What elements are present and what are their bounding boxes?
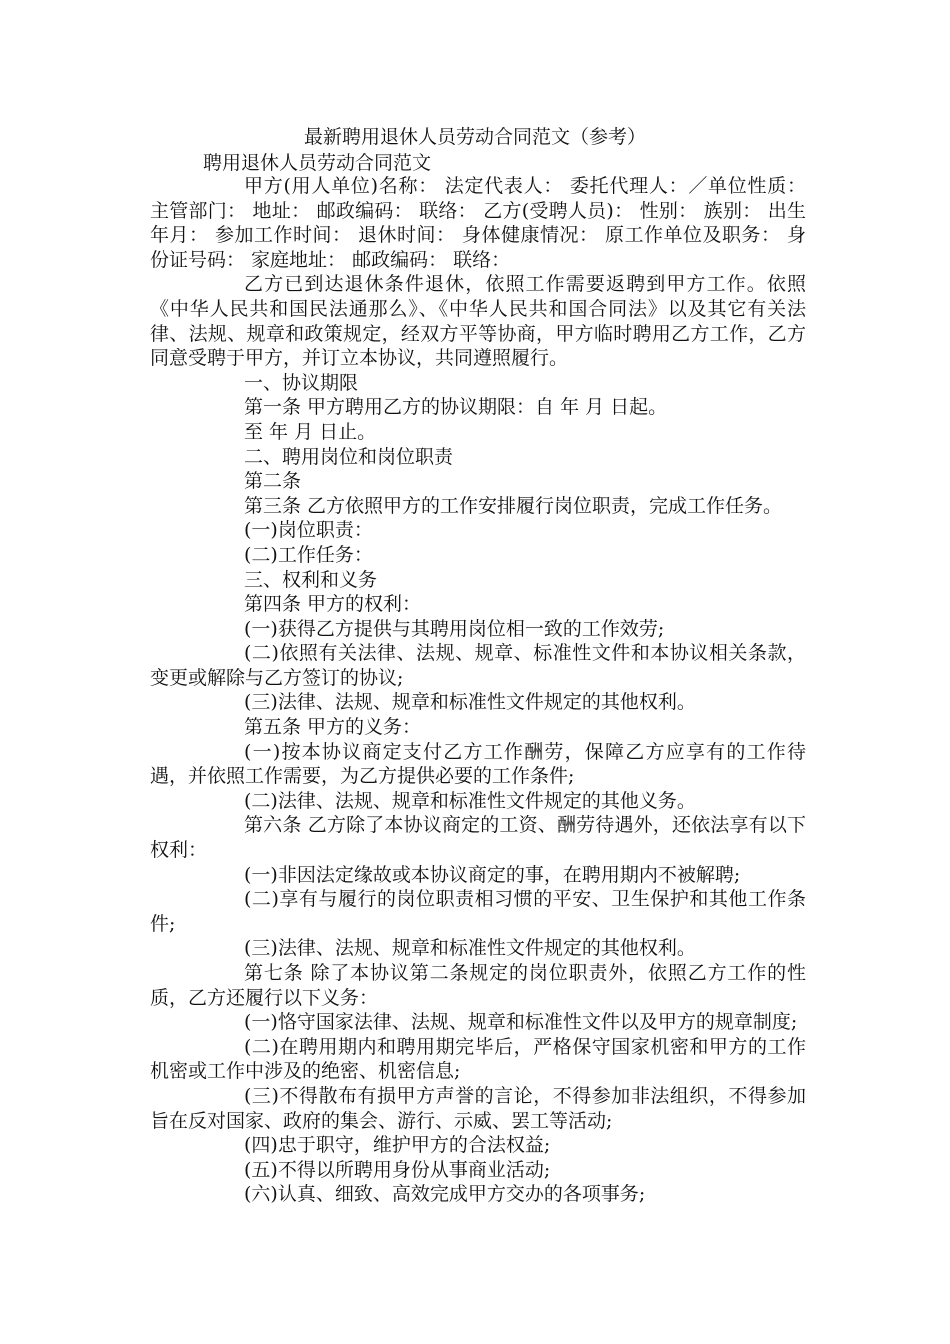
paragraph-party-info: 甲方(用人单位)名称： 法定代表人： 委托代理人：／单位性质： 主管部门： 地址： 邮政编码： 联络： 乙方(受聘人员)： 性别： 族别： 出生年月： 参加工作时间： 退休时间： 身体健康情况： 原工作单位及职务： 身份证号码： 家庭地址： 邮政编码： 联络： xyxy=(150,175,806,271)
section-heading-position: 二、聘用岗位和岗位职责 xyxy=(244,445,454,468)
article-1-end: 至 年 月 日止。 xyxy=(244,420,377,443)
article-3-item-2: (二)工作任务： xyxy=(244,543,373,566)
article-6: 第六条 乙方除了本协议商定的工资、酬劳待遇外，还依法享有以下权利： xyxy=(150,814,806,862)
article-6-item-3: (三)法律、法规、规章和标准性文件规定的其他权利。 xyxy=(244,937,696,960)
document-title: 最新聘用退休人员劳动合同范文（参考） xyxy=(303,126,646,148)
article-4: 第四条 甲方的权利： xyxy=(244,593,422,616)
section-heading-term: 一、协议期限 xyxy=(244,371,359,394)
article-6-item-2: (二)享有与履行的岗位职责相习惯的平安、卫生保护和其他工作条件; xyxy=(150,888,806,935)
article-7-item-4: (四)忠于职守，维护甲方的合法权益; xyxy=(244,1134,551,1157)
article-4-item-1: (一)获得乙方提供与其聘用岗位相一致的工作效劳; xyxy=(244,617,665,640)
article-7-item-6: (六)认真、细致、高效完成甲方交办的各项事务; xyxy=(244,1183,646,1206)
section-heading-rights: 三、权利和义务 xyxy=(244,568,378,591)
article-4-item-2: (二)依照有关法律、法规、规章、标准性文件和本协议相关条款，变更或解除与乙方签订的协议; xyxy=(150,642,806,689)
article-7-item-1: (一)恪守国家法律、法规、规章和标准性文件以及甲方的规章制度; xyxy=(244,1011,798,1034)
article-3-item-1: (一)岗位职责： xyxy=(244,519,373,542)
article-7-item-5: (五)不得以所聘用身份从事商业活动; xyxy=(244,1158,551,1181)
article-5: 第五条 甲方的义务： xyxy=(244,716,422,739)
article-5-item-1: (一)按本协议商定支付乙方工作酬劳，保障乙方应享有的工作待遇，并依照工作需要，为乙方提供必要的工作条件; xyxy=(150,740,806,788)
document-body xyxy=(150,174,806,1207)
article-2: 第二条 xyxy=(244,470,302,493)
article-4-item-3: (三)法律、法规、规章和标准性文件规定的其他权利。 xyxy=(244,691,696,714)
article-6-item-1: (一)非因法定缘故或本协议商定的事，在聘用期内不被解聘; xyxy=(244,863,741,886)
article-5-item-2: (二)法律、法规、规章和标准性文件规定的其他义务。 xyxy=(244,789,696,812)
article-1: 第一条 甲方聘用乙方的协议期限：自 年 月 日起。 xyxy=(244,396,668,419)
article-7-item-2: (二)在聘用期内和聘用期完毕后，严格保守国家机密和甲方的工作机密或工作中涉及的绝密、机密信息; xyxy=(150,1035,806,1083)
article-3: 第三条 乙方依照甲方的工作安排履行岗位职责，完成工作任务。 xyxy=(244,494,783,517)
paragraph-preamble: 乙方已到达退休条件退休，依照工作需要返聘到甲方工作。依照《中华人民共和国民法通那么》、《中华人民共和国合同法》以及其它有关法律、法规、规章和政策规定，经双方平等协商，甲方临时聘用乙方工作，乙方同意受聘于甲方，并订立本协议，共同遵照履行。 xyxy=(150,273,806,370)
article-7: 第七条 除了本协议第二条规定的岗位职责外，依照乙方工作的性质，乙方还履行以下义务： xyxy=(150,962,806,1009)
document-subtitle: 聘用退休人员劳动合同范文 xyxy=(203,152,432,174)
article-7-item-3: (三)不得散布有损甲方声誉的言论，不得参加非法组织，不得参加旨在反对国家、政府的集会、游行、示威、罢工等活动; xyxy=(150,1084,806,1132)
